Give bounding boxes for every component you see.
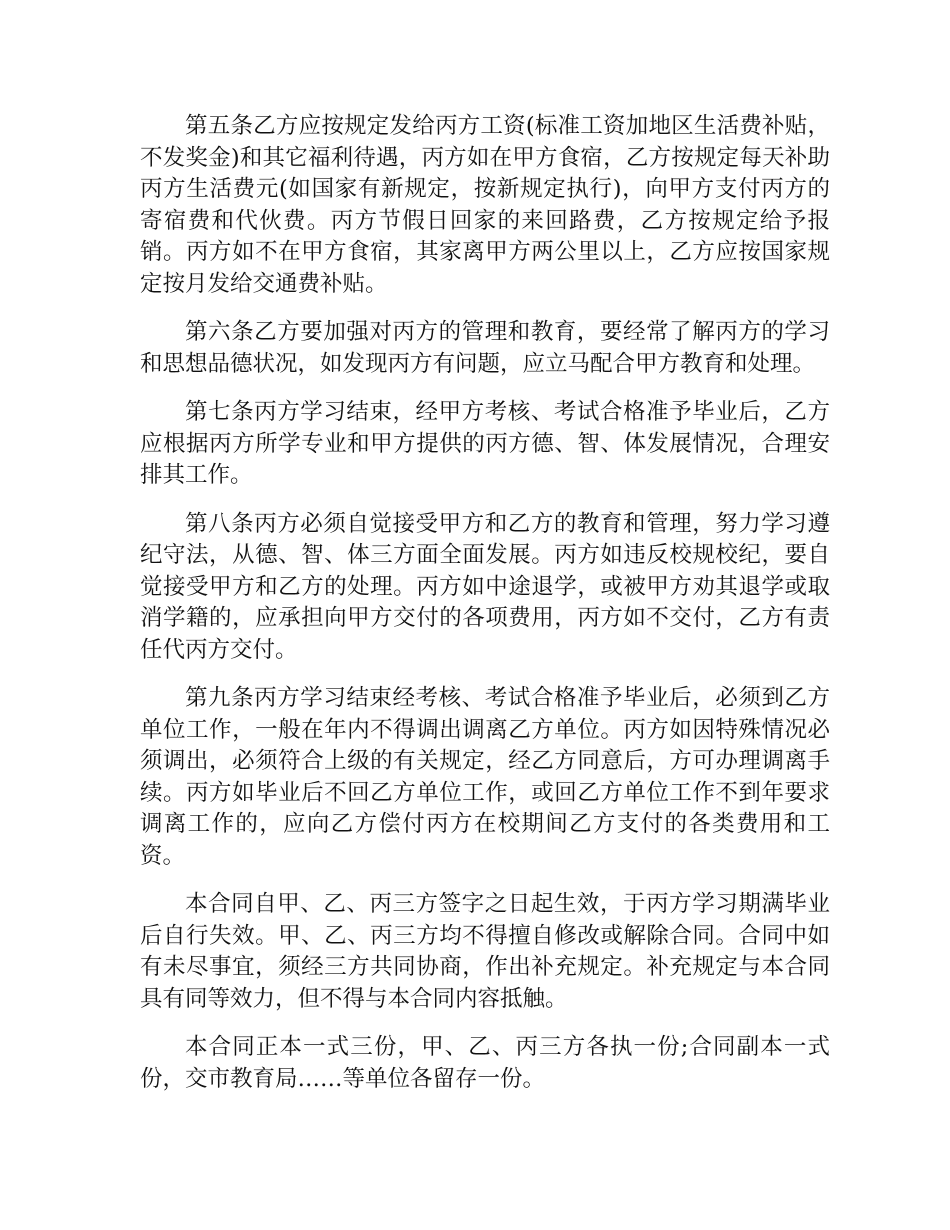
clause-6-paragraph: 第六条乙方要加强对丙方的管理和教育，要经常了解丙方的学习和思想品德状况，如发现丙方有问题，应立马配合甲方教育和处理。	[140, 319, 830, 377]
clause-5-paragraph: 第五条乙方应按规定发给丙方工资(标准工资加地区生活费补贴，不发奖金)和其它福利待遇，丙方如在甲方食宿，乙方按规定每天补助丙方生活费元(如国家有新规定，按新规定执行)，向甲方支付丙方的寄宿费和代伙费。丙方节假日回家的来回路费，乙方按规定给予报销。丙方如不在甲方食宿，其家离甲方两公里以上，乙方应按国家规定按月发给交通费补贴。	[140, 113, 830, 297]
clause-7-paragraph: 第七条丙方学习结束，经甲方考核、考试合格准予毕业后，乙方应根据丙方所学专业和甲方提供的丙方德、智、体发展情况，合理安排其工作。	[140, 399, 830, 488]
validity-paragraph: 本合同自甲、乙、丙三方签字之日起生效，于丙方学习期满毕业后自行失效。甲、乙、丙三方均不得擅自修改或解除合同。合同中如有未尽事宜，须经三方共同协商，作出补充规定。补充规定与本合同具有同等效力，但不得与本合同内容抵触。	[140, 891, 830, 1012]
document-body	[140, 111, 830, 1112]
clause-9-paragraph: 第九条丙方学习结束经考核、考试合格准予毕业后，必须到乙方单位工作，一般在年内不得调出调离乙方单位。丙方如因特殊情况必须调出，必须符合上级的有关规定，经乙方同意后，方可办理调离手续。丙方如毕业后不回乙方单位工作，或回乙方单位工作不到年要求调离工作的，应向乙方偿付丙方在校期间乙方支付的各类费用和工资。	[140, 685, 830, 869]
copies-paragraph: 本合同正本一式三份，甲、乙、丙三方各执一份;合同副本一式份，交市教育局……等单位各留存一份。	[140, 1034, 830, 1092]
clause-8-paragraph: 第八条丙方必须自觉接受甲方和乙方的教育和管理，努力学习遵纪守法，从德、智、体三方面全面发展。丙方如违反校规校纪，要自觉接受甲方和乙方的处理。丙方如中途退学，或被甲方劝其退学或取消学籍的，应承担向甲方交付的各项费用，丙方如不交付，乙方有责任代丙方交付。	[140, 510, 830, 663]
